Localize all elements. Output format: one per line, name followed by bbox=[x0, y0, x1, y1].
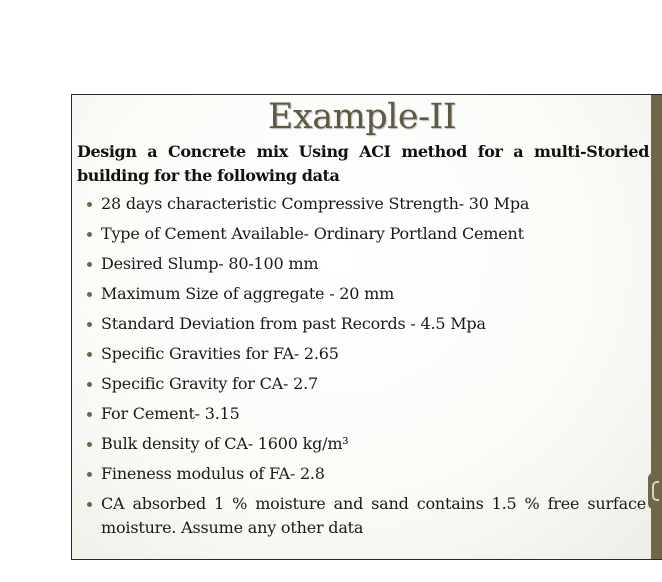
bullet-item: Desired Slump- 80-100 mm bbox=[86, 252, 646, 276]
slide bbox=[71, 94, 662, 560]
bracket-icon bbox=[652, 481, 659, 501]
bullet-item: CA absorbed 1 % moisture and sand contains 1.5 % free surface moisture. Assume any other data bbox=[86, 492, 646, 540]
bullet-item: Type of Cement Available- Ordinary Portland Cement bbox=[86, 222, 646, 246]
bullet-item: Fineness modulus of FA- 2.8 bbox=[86, 462, 646, 486]
bullet-item: Bulk density of CA- 1600 kg/m³ bbox=[86, 432, 646, 456]
bullet-item: 28 days characteristic Compressive Strength- 30 Mpa bbox=[86, 192, 646, 216]
slide-intro: Design a Concrete mix Using ACI method for a multi-Storied building for the following data bbox=[77, 142, 649, 185]
bullet-list bbox=[86, 192, 646, 546]
bullet-item: For Cement- 3.15 bbox=[86, 402, 646, 426]
bullet-item: Maximum Size of aggregate - 20 mm bbox=[86, 282, 646, 306]
slide-title: Example-II bbox=[267, 97, 457, 137]
bullet-item: Specific Gravity for CA- 2.7 bbox=[86, 372, 646, 396]
bullet-item: Specific Gravities for FA- 2.65 bbox=[86, 342, 646, 366]
side-tab-handle[interactable] bbox=[648, 473, 662, 509]
bullet-item: Standard Deviation from past Records - 4.5 Mpa bbox=[86, 312, 646, 336]
